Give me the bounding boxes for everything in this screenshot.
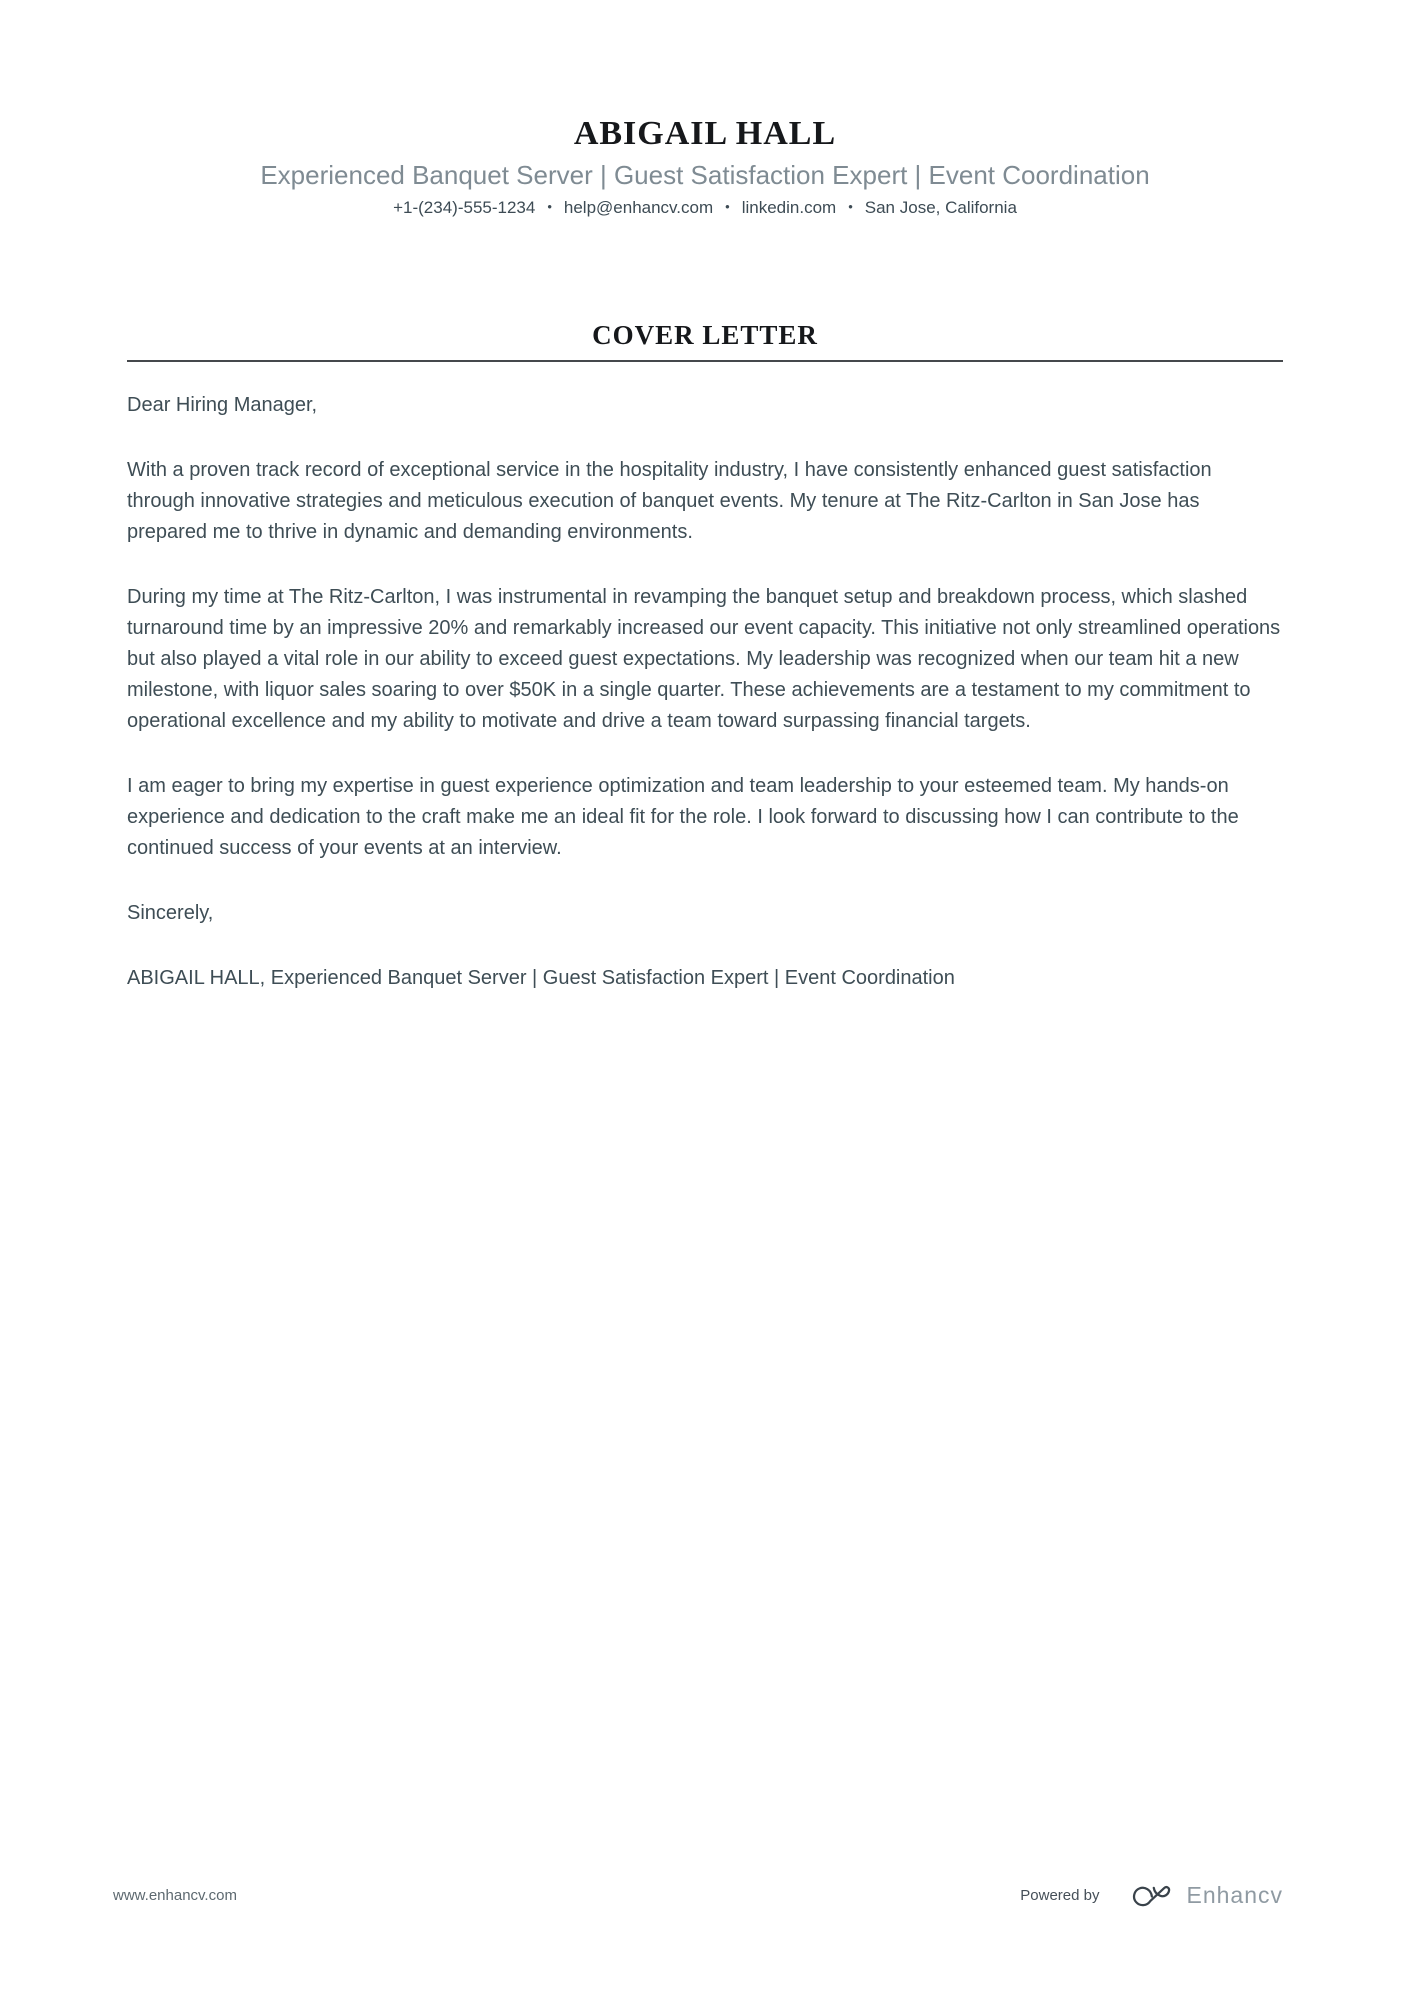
contact-location: San Jose, California [864, 198, 1017, 217]
powered-by-enhancv-link[interactable] [1020, 1882, 1283, 1909]
cover-letter-section-title: COVER LETTER [592, 320, 818, 350]
contact-email-link[interactable]: help@enhancv.com [563, 198, 714, 217]
bullet-separator-icon: • [848, 199, 853, 214]
candidate-name: ABIGAIL HALL [573, 115, 837, 152]
enhancv-infinity-logo-icon [1129, 1883, 1173, 1909]
enhancv-wordmark: Enhancv [1186, 1882, 1283, 1908]
bullet-separator-icon: • [725, 199, 730, 214]
letter-paragraph: I am eager to bring my expertise in guest experience optimization and team leadership to your esteemed team. My hands-on experience and dedication to the craft make me an ideal fit for the role. I look forward to discussing how I can contribute to the continued success of your events at an interview. [127, 775, 1239, 859]
document-header [127, 112, 1283, 220]
letter-paragraph: With a proven track record of exceptional service in the hospitality industry, I have consistently enhanced guest satisfaction through innovative strategies and meticulous execution of banquet events. My tenure at The Ritz-Carlton in San Jose has prepared me to thrive in dynamic and demanding environments. [127, 459, 1212, 543]
enhancv-site-link[interactable]: www.enhancv.com [113, 1887, 237, 1904]
letter-paragraph: During my time at The Ritz-Carlton, I was instrumental in revamping the banquet setup and breakdown process, which slashed turnaround time by an impressive 20% and remarkably increased our event capacity. This initiative not only streamlined operations but also played a vital role in our ability to exceed guest expectations. My leadership was recognized when our team hit a new milestone, with liquor sales soaring to over $50K in a single quarter. These achievements are a testament to my commitment to operational excellence and my ability to motivate and drive a team toward surpassing financial targets. [127, 586, 1281, 732]
candidate-headline: Experienced Banquet Server | Guest Satisfaction Expert | Event Coordination [260, 160, 1150, 190]
closing-salutation: Sincerely, [127, 902, 214, 924]
signature-line: ABIGAIL HALL, Experienced Banquet Server | Guest Satisfaction Expert | Event Coordination [127, 967, 955, 989]
contact-phone: +1-(234)-555-1234 [393, 198, 536, 217]
page-footer [113, 1882, 1283, 1909]
bullet-separator-icon: • [547, 199, 552, 214]
letter-body [127, 390, 1283, 994]
contact-linkedin-link[interactable]: linkedin.com [741, 198, 837, 217]
powered-by-label: Powered by [1020, 1887, 1100, 1904]
section-divider [127, 360, 1283, 362]
contact-row [127, 196, 1283, 220]
salutation: Dear Hiring Manager, [127, 394, 318, 416]
